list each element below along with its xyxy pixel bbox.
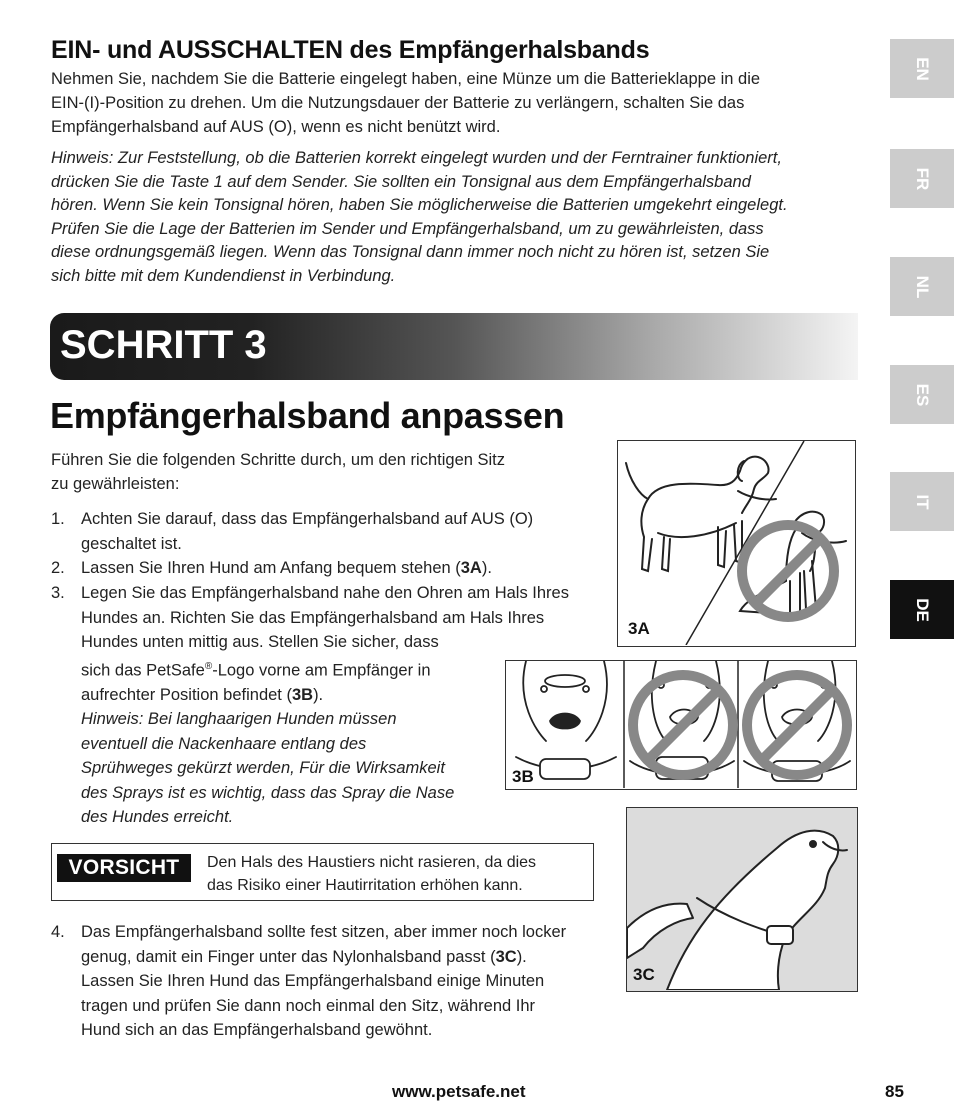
- note-line: Prüfen Sie die Lage der Batterien im Sender und Empfängerhalsband, um zu gewährleisten, dass: [51, 219, 764, 238]
- caution-box: [51, 843, 594, 901]
- lead-line: Führen Sie die folgenden Schritte durch, um den richtigen Sitz: [51, 451, 506, 469]
- figure-ref: 3C: [495, 947, 517, 966]
- tab-language-it[interactable]: IT: [890, 472, 954, 531]
- figure-3b: [505, 660, 857, 790]
- page-number: 85: [885, 1082, 904, 1101]
- tab-language-de[interactable]: DE: [890, 580, 954, 639]
- note-line: Sprühweges gekürzt werden, Für die Wirksamkeit: [81, 759, 445, 777]
- figure-label: 3B: [512, 767, 534, 786]
- tab-language-nl[interactable]: NL: [890, 257, 954, 316]
- step-line: Hundes unten mittig aus. Stellen Sie sicher, dass: [81, 633, 439, 651]
- note-line: des Hundes erreicht.: [81, 808, 234, 826]
- collar-position-illustration: [506, 661, 855, 788]
- step-line: sich das PetSafe®-Logo vorne am Empfänger in: [81, 660, 431, 679]
- intro-line: Empfängerhalsband auf AUS (O), wenn es nicht benützt wird.: [51, 118, 501, 136]
- step-line: tragen und prüfen Sie dann noch einmal den Sitz, während Ihr: [81, 996, 536, 1015]
- section-title-on-off: EIN- und AUSSCHALTEN des Empfängerhalsbands: [51, 36, 650, 64]
- tab-language-fr[interactable]: FR: [890, 149, 954, 208]
- registered-mark: ®: [204, 660, 213, 672]
- footer-url[interactable]: www.petsafe.net: [392, 1082, 526, 1101]
- step-item-1: [51, 507, 611, 557]
- figure-3a: [617, 440, 856, 647]
- dog-standing-vs-sitting-illustration: [618, 441, 854, 645]
- figure-ref: 3A: [460, 559, 482, 577]
- step-item-2: [51, 556, 611, 581]
- figure-label: 3A: [628, 619, 650, 638]
- step-line: Legen Sie das Empfängerhalsband nahe den Ohren am Hals Ihres: [81, 584, 569, 602]
- caution-text: [207, 851, 587, 897]
- step-number: 3.: [51, 584, 65, 602]
- step-line: genug, damit ein Finger unter das Nylonhalsband passt (3C).: [81, 947, 527, 966]
- step-line: Lassen Sie Ihren Hund das Empfängerhalsband einige Minuten: [81, 972, 545, 990]
- step-line: Hund sich an das Empfängerhalsband gewöhnt.: [81, 1021, 433, 1039]
- caution-line: Den Hals des Haustiers nicht rasieren, da dies: [207, 854, 537, 871]
- step-number: 2.: [51, 559, 65, 577]
- note-line: drücken Sie die Taste 1 auf dem Sender. Sie sollten ein Tonsignal aus dem Empfängerhalsband: [51, 172, 751, 191]
- note-line: hören. Wenn Sie kein Tonsignal hören, haben Sie möglicherweise die Batterien umgekehrt eingelegt.: [51, 196, 788, 214]
- tab-language-en[interactable]: EN: [890, 39, 954, 98]
- figure-label: 3C: [633, 965, 655, 984]
- step-banner: [50, 313, 858, 380]
- step-line: aufrechter Position befindet (3B).: [81, 685, 324, 704]
- section-title-fit-collar: Empfängerhalsband anpassen: [50, 395, 565, 436]
- note-line: Hinweis: Zur Feststellung, ob die Batterien korrekt eingelegt wurden und der Ferntrainer funktioniert,: [51, 149, 782, 167]
- step-line: Achten Sie darauf, dass das Empfängerhalsband auf AUS (O): [81, 510, 534, 528]
- tab-language-es[interactable]: ES: [890, 365, 954, 424]
- step-line: Das Empfängerhalsband sollte fest sitzen, aber immer noch locker: [81, 923, 567, 941]
- lead-line: zu gewährleisten:: [51, 475, 180, 493]
- note-line: sich bitte mit dem Kundendienst in Verbindung.: [51, 266, 396, 285]
- intro-line: EIN-(I)-Position zu drehen. Um die Nutzungsdauer der Batterie zu verlängern, schalten Sie das: [51, 94, 745, 112]
- collar-finger-check-illustration: [627, 808, 856, 990]
- note-line: Hinweis: Bei langhaarigen Hunden müssen: [81, 710, 397, 728]
- step-text: Lassen Sie Ihren Hund am Anfang bequem stehen (: [81, 559, 461, 577]
- figure-3c: [626, 807, 858, 992]
- step-text: ).: [481, 559, 492, 577]
- caution-line: das Risiko einer Hautirritation erhöhen kann.: [207, 877, 523, 894]
- note-line: des Sprays ist es wichtig, dass das Spray die Nase: [81, 783, 455, 802]
- note-line: diese ordnungsgemäß liegen. Wenn das Tonsignal dann immer noch nicht zu hören ist, setzen Sie: [51, 243, 770, 261]
- battery-note: [51, 147, 866, 288]
- note-line: eventuell die Nackenhaare entlang des: [81, 734, 367, 753]
- step-number: 4.: [51, 923, 65, 941]
- intro-paragraph: [51, 67, 851, 139]
- figure-ref: 3B: [291, 685, 314, 704]
- step-line: Hundes an. Richten Sie das Empfängerhalsband am Hals Ihres: [81, 608, 545, 627]
- lead-paragraph: [51, 448, 561, 496]
- step-line: geschaltet ist.: [81, 534, 182, 553]
- caution-badge: VORSICHT: [57, 854, 191, 882]
- intro-line: Nehmen Sie, nachdem Sie die Batterie eingelegt haben, eine Münze um die Batterieklappe in die: [51, 70, 761, 88]
- step-item-4: [51, 920, 621, 1045]
- step-banner-label: SCHRITT 3: [60, 323, 267, 367]
- step-number: 1.: [51, 510, 65, 528]
